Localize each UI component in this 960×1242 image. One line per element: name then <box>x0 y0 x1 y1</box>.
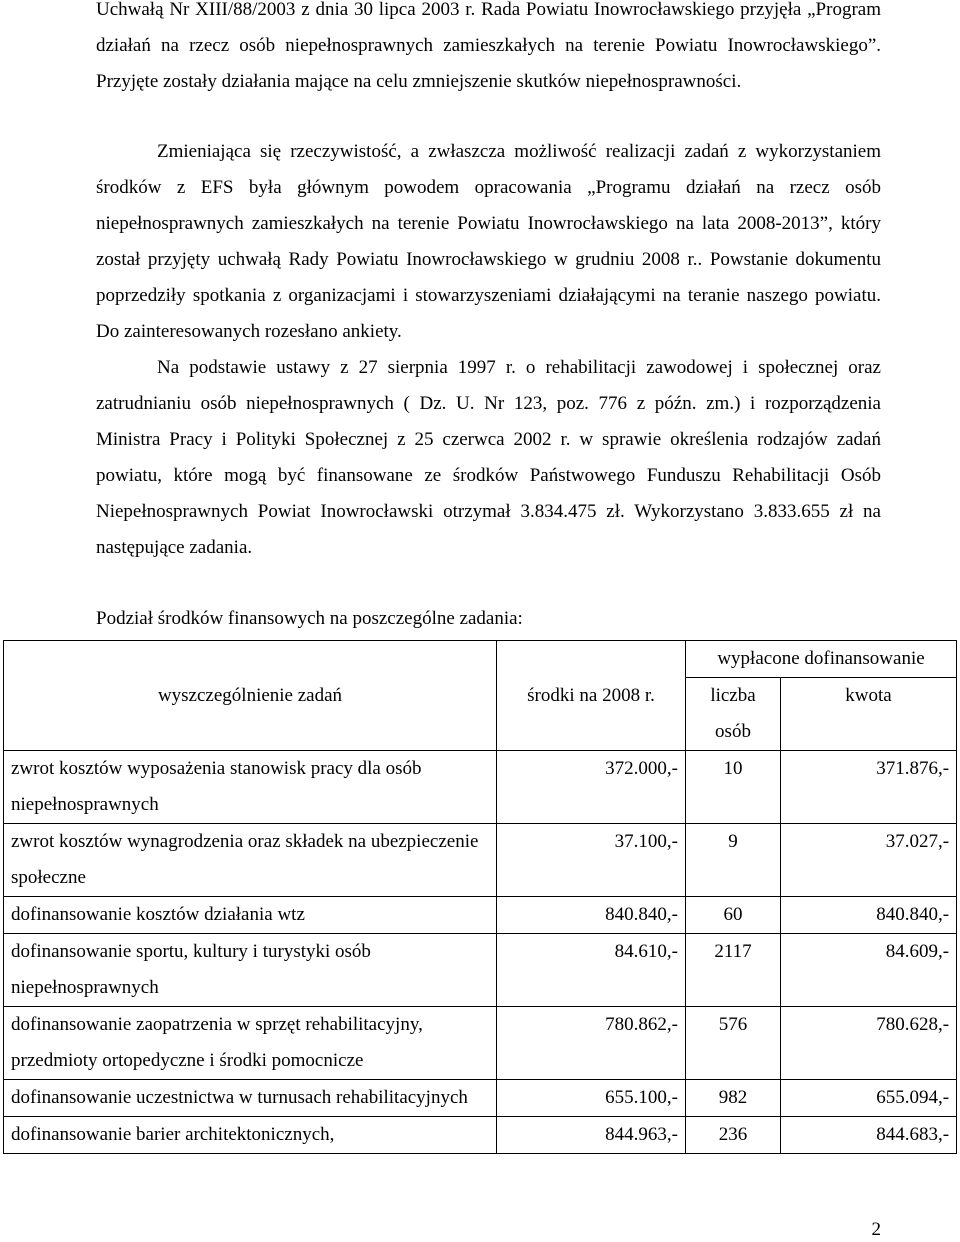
table-row <box>4 1117 957 1154</box>
cell-count: 60 <box>686 897 781 934</box>
table-row <box>4 1007 957 1080</box>
cell-amount: 371.876,- <box>781 751 957 824</box>
cell-funds: 780.862,- <box>497 1007 686 1080</box>
paragraph-legal-basis-funding: Na podstawie ustawy z 27 sierpnia 1997 r. o rehabilitacji zawodowej i społecznej oraz zatrudnianiu osób niepełnosprawnych ( Dz. U. Nr 123, poz. 776 z późn. zm.) i rozporządzenia Ministra Pracy i Polityki Społecznej z 25 czerwca 2002 r. w sprawie określenia rodzajów zadań powiatu, które mogą być finansowane ze środków Państwowego Funduszu Rehabilitacji Osób Niepełnosprawnych Powiat Inowrocławski otrzymał 3.834.475 zł. Wykorzystano 3.833.655 zł na następujące zadania. <box>96 357 881 558</box>
cell-task: dofinansowanie uczestnictwa w turnusach rehabilitacyjnych <box>4 1080 497 1117</box>
funding-table <box>3 640 957 1154</box>
cell-task: dofinansowanie kosztów działania wtz <box>4 897 497 934</box>
cell-task: dofinansowanie zaopatrzenia w sprzęt rehabilitacyjny, przedmioty ortopedyczne i środki pomocnicze <box>4 1007 497 1080</box>
cell-funds: 37.100,- <box>497 824 686 897</box>
cell-count: 2117 <box>686 934 781 1007</box>
page-number: 2 <box>871 1219 881 1240</box>
header-person-count: liczba osób <box>686 678 781 751</box>
cell-task: zwrot kosztów wyposażenia stanowisk pracy dla osób niepełnosprawnych <box>4 751 497 824</box>
table-row <box>4 751 957 824</box>
cell-amount: 655.094,- <box>781 1080 957 1117</box>
cell-amount: 840.840,- <box>781 897 957 934</box>
cell-funds: 844.963,- <box>497 1117 686 1154</box>
cell-count: 9 <box>686 824 781 897</box>
cell-amount: 84.609,- <box>781 934 957 1007</box>
paragraph-resolution-2003: Uchwałą Nr XIII/88/2003 z dnia 30 lipca 2003 r. Rada Powiatu Inowrocławskiego przyjęła „Program działań na rzecz osób niepełnosprawnych zamieszkałych na terenie Powiatu Inowrocławskiego”. Przyjęte zostały działania mające na celu zmniejszenie skutków niepełnosprawności. <box>96 0 881 92</box>
cell-task: dofinansowanie sportu, kultury i turystyki osób niepełnosprawnych <box>4 934 497 1007</box>
cell-task: zwrot kosztów wynagrodzenia oraz składek na ubezpieczenie społeczne <box>4 824 497 897</box>
table-row <box>4 897 957 934</box>
header-amount: kwota <box>781 678 957 751</box>
paragraph-program-2008-2013: Zmieniająca się rzeczywistość, a zwłaszcza możliwość realizacji zadań z wykorzystaniem środków z EFS była głównym powodem opracowania „Programu działań na rzecz osób niepełnosprawnych zamieszkałych na terenie Powiatu Inowrocławskiego na lata 2008-2013”, który został przyjęty uchwałą Rady Powiatu Inowrocławskiego w grudniu 2008 r.. Powstanie dokumentu poprzedziły spotkania z organizacjami i stowarzyszeniami działającymi na teranie naszego powiatu. Do zainteresowanych rozesłano ankiety. <box>96 141 881 342</box>
table-row <box>4 934 957 1007</box>
cell-count: 576 <box>686 1007 781 1080</box>
header-paid-funding: wypłacone dofinansowanie <box>686 641 957 678</box>
cell-count: 10 <box>686 751 781 824</box>
cell-amount: 37.027,- <box>781 824 957 897</box>
cell-count: 236 <box>686 1117 781 1154</box>
cell-amount: 844.683,- <box>781 1117 957 1154</box>
header-funds-2008: środki na 2008 r. <box>497 641 686 751</box>
table-heading: Podział środków finansowych na poszczególne zadania: <box>96 608 523 629</box>
table-row <box>4 824 957 897</box>
cell-funds: 655.100,- <box>497 1080 686 1117</box>
cell-amount: 780.628,- <box>781 1007 957 1080</box>
cell-funds: 84.610,- <box>497 934 686 1007</box>
cell-funds: 840.840,- <box>497 897 686 934</box>
header-task: wyszczególnienie zadań <box>4 641 497 751</box>
cell-task: dofinansowanie barier architektonicznych, <box>4 1117 497 1154</box>
cell-funds: 372.000,- <box>497 751 686 824</box>
cell-count: 982 <box>686 1080 781 1117</box>
table-row <box>4 1080 957 1117</box>
